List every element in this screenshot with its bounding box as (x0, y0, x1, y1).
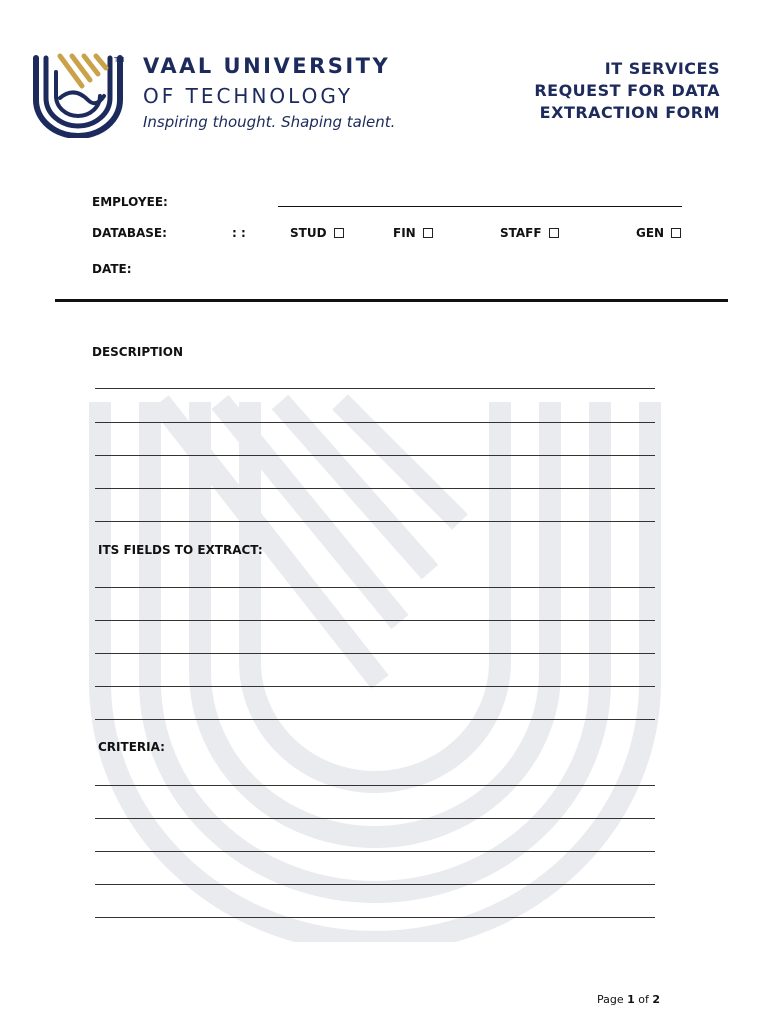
criteria-line[interactable] (95, 917, 655, 918)
header-divider (55, 299, 728, 302)
fields-line[interactable] (95, 686, 655, 687)
criteria-line[interactable] (95, 818, 655, 819)
fields-line[interactable] (95, 719, 655, 720)
form-title-line: REQUEST FOR DATA (534, 81, 720, 100)
checkbox-icon[interactable] (334, 228, 344, 238)
vut-logo-icon (30, 50, 126, 138)
university-watermark (80, 382, 670, 942)
description-line[interactable] (95, 422, 655, 423)
page-word: Page (597, 993, 624, 1006)
page-total: 2 (652, 993, 661, 1006)
description-line[interactable] (95, 488, 655, 489)
university-tagline: Inspiring thought. Shaping talent. (143, 113, 396, 131)
criteria-line[interactable] (95, 851, 655, 852)
database-option-label: STUD (290, 226, 327, 240)
database-option-gen[interactable] (636, 226, 681, 240)
description-line[interactable] (95, 388, 655, 389)
database-option-fin[interactable] (393, 226, 433, 240)
fields-line[interactable] (95, 653, 655, 654)
form-title-line: EXTRACTION FORM (539, 103, 720, 122)
trademark-mark: TM (114, 56, 125, 64)
page-number (597, 993, 660, 1006)
university-subtitle: OF TECHNOLOGY (143, 84, 354, 108)
checkbox-icon[interactable] (423, 228, 433, 238)
employee-field[interactable] (278, 206, 682, 207)
database-label: DATABASE: (92, 226, 167, 240)
database-option-staff[interactable] (500, 226, 559, 240)
database-option-label: GEN (636, 226, 665, 240)
description-label: DESCRIPTION (92, 345, 184, 359)
fields-line[interactable] (95, 620, 655, 621)
description-line[interactable] (95, 455, 655, 456)
form-title (460, 58, 720, 124)
form-title-line: IT SERVICES (604, 59, 720, 78)
fields-line[interactable] (95, 587, 655, 588)
database-option-stud[interactable] (290, 226, 344, 240)
date-label: DATE: (92, 262, 132, 276)
database-option-label: FIN (393, 226, 416, 240)
checkbox-icon[interactable] (549, 228, 559, 238)
criteria-line[interactable] (95, 884, 655, 885)
university-name: VAAL UNIVERSITY (143, 54, 391, 78)
criteria-label: CRITERIA: (98, 740, 165, 754)
database-separator: : : (232, 226, 246, 240)
database-option-label: STAFF (500, 226, 542, 240)
of-word: of (638, 993, 649, 1006)
page-current: 1 (627, 993, 635, 1006)
description-line[interactable] (95, 521, 655, 522)
checkbox-icon[interactable] (671, 228, 681, 238)
fields-to-extract-label: ITS FIELDS TO EXTRACT: (98, 543, 263, 557)
criteria-line[interactable] (95, 785, 655, 786)
employee-label: EMPLOYEE: (92, 195, 168, 209)
